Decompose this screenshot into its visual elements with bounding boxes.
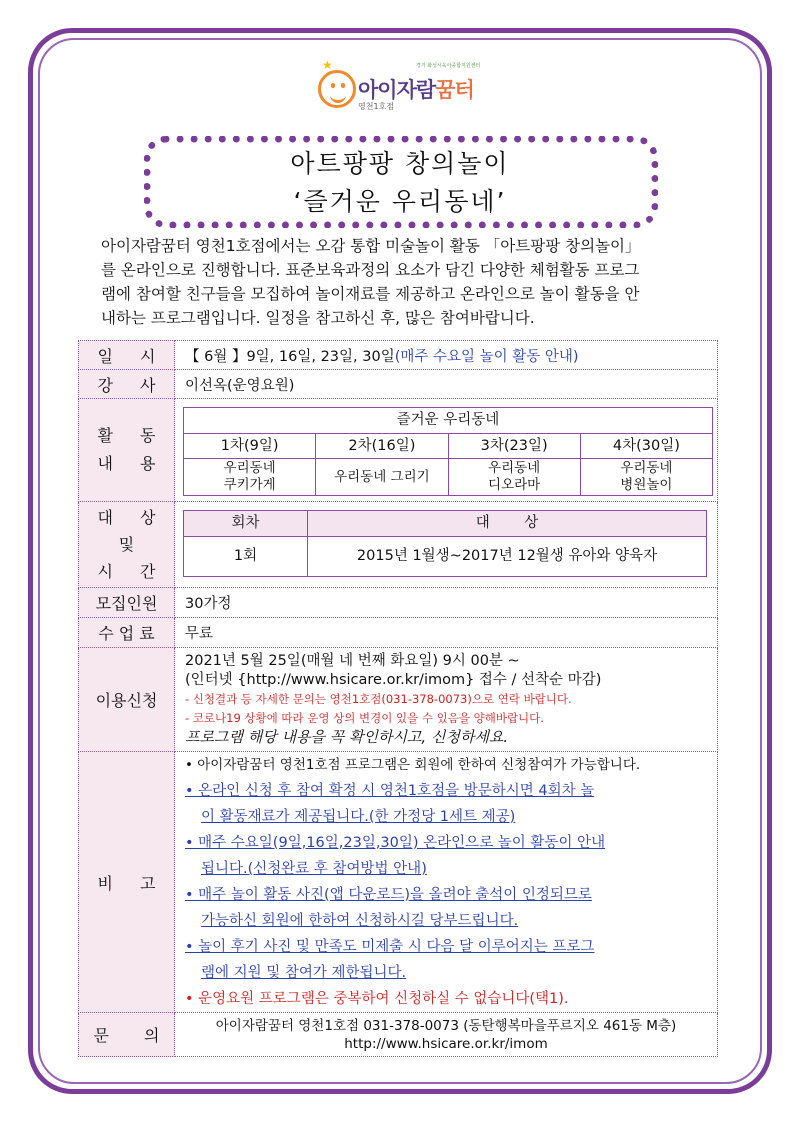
apply-notice: 프로그램 해당 내용을 꼭 확인하시고, 신청하세요. [185,728,509,746]
intro-line: 내하는 프로그램입니다. 일정을 참고하신 후, 많은 참여바랍니다. [101,309,535,327]
row-apply [79,648,718,752]
remark-item: • 온라인 신청 후 참여 확정 시 영천1호점을 방문하시면 4회차 놀 [185,783,595,799]
session-label: 1차(9일) [184,434,316,459]
logo-branch: 영천1호점 [358,102,395,111]
remark-item: • 매주 놀이 활동 사진(앱 다운로드)을 올려야 출석이 인정되므로 [185,887,592,903]
row-instructor [79,370,718,399]
activity-table-title: 즐거운 우리동네 [184,408,713,434]
session-content: 우리동네 병원놀이 [580,459,712,496]
intro-line: 아이자람꿈터 영천1호점에서는 오감 통합 미술놀이 활동 「아트팡팡 창의놀이」 [101,237,641,255]
remark-item: 램에 지원 및 참여가 제한됩니다. [201,965,407,981]
contact-line1: 아이자람꿈터 영천1호점 031-378-0073 (동탄행복마을푸르지오 461동 M층) [215,1017,677,1034]
intro-line: 램에 참여할 친구들을 모집하여 놀이재료를 제공하고 온라인으로 놀이 활동을 안 [101,285,640,303]
session-label: 2차(16일) [316,434,448,459]
remark-item: 가능하신 회원에 한하여 신청하시길 당부드립니다. [201,913,519,929]
session-content: 우리동네 디오라마 [448,459,580,496]
recruit-value: 30가정 [175,588,718,618]
label-activity-l1: 활 동 [97,426,156,445]
label-recruit: 모집인원 [79,588,175,618]
row-contact [79,1013,718,1057]
apply-line2: (인터넷 {http://www.hsicare.or.kr/imom} 접수 / 선착순 마감) [185,672,602,688]
row-remarks [79,752,718,1013]
label-contact: 문 의 [79,1013,175,1057]
session-content: 우리동네 그리기 [316,459,448,496]
apply-warning-2: - 코로나19 상황에 따라 운영 상의 변경이 있을 수 있음을 양해바랍니다. [185,711,544,725]
schedule-value: 【 6월 】9일, 16일, 23일, 30일 [185,348,395,365]
target-col-target: 대 상 [308,511,707,537]
label-fee: 수 업 료 [79,618,175,648]
logo [318,58,498,114]
fee-value: 무료 [175,618,718,648]
target-col-session: 회차 [184,511,308,537]
session-label: 3차(23일) [448,434,580,459]
remark-item: • 운영요원 프로그램은 중복하여 신청하실 수 없습니다(택1). [185,991,569,1007]
label-remarks: 비 고 [79,752,175,1013]
row-target [79,502,718,588]
row-schedule [79,341,718,370]
instructor-value: 이선옥(운영요원) [175,370,718,399]
schedule-note: (매주 수요일 놀이 활동 안내) [394,348,579,365]
label-schedule: 일 시 [79,341,175,370]
row-fee [79,618,718,648]
program-info-table [78,340,718,1057]
label-target-l2: 및 [118,535,135,554]
row-recruit [79,588,718,618]
title-line1: 아트팡팡 창의놀이 [290,149,510,178]
session-content: 우리동네 쿠키가게 [184,459,316,496]
remark-item: 됩니다.(신청완료 후 참여방법 안내) [201,861,427,877]
remarks-list [185,752,717,1012]
target-row-session: 1회 [184,537,308,577]
label-instructor: 강 사 [79,370,175,399]
intro-paragraph [101,234,707,330]
logo-tagline: 경기 화성시육아종합지원센터 [416,63,481,69]
remark-item: • 놀이 후기 사진 및 만족도 미제출 시 다음 달 이루어지는 프로그 [185,939,595,955]
apply-line1: 2021년 5월 25일(매월 네 번째 화요일) 9시 00분 ~ [185,653,520,669]
smiley-face-icon [318,70,356,108]
target-table [183,510,707,577]
contact-url[interactable]: http://www.hsicare.or.kr/imom [344,1035,548,1052]
remark-item: • 매주 수요일(9일,16일,23일,30일) 온라인으로 놀이 활동이 안내 [185,835,606,851]
remark-item: • 아이자람꿈터 영천1호점 프로그램은 회원에 한하여 신청참여가 가능합니다. [185,757,641,773]
remark-item: 이 활동재료가 제공됩니다.(한 가정당 1세트 제공) [201,809,516,825]
row-activity [79,399,718,502]
title-line2: ‘즐거운 우리동네’ [293,187,507,216]
intro-line: 를 온라인으로 진행합니다. 표준보육과정의 요소가 담긴 다양한 체험활동 프로그 [101,261,640,279]
label-target-l3: 시 간 [97,562,156,581]
activity-table [183,407,713,496]
label-target-l1: 대 상 [97,508,156,527]
label-apply: 이용신청 [79,648,175,752]
label-activity-l2: 내 용 [97,454,156,473]
target-row-target: 2015년 1월생~2017년 12월생 유아와 양육자 [308,537,707,577]
logo-brand: 아이자람꿈터 [358,78,474,102]
apply-warning-1: - 신청결과 등 자세한 문의는 영천1호점(031-378-0073)으로 연락 바랍니다. [185,692,572,706]
star-icon: ★ [322,58,333,72]
session-label: 4차(30일) [580,434,712,459]
